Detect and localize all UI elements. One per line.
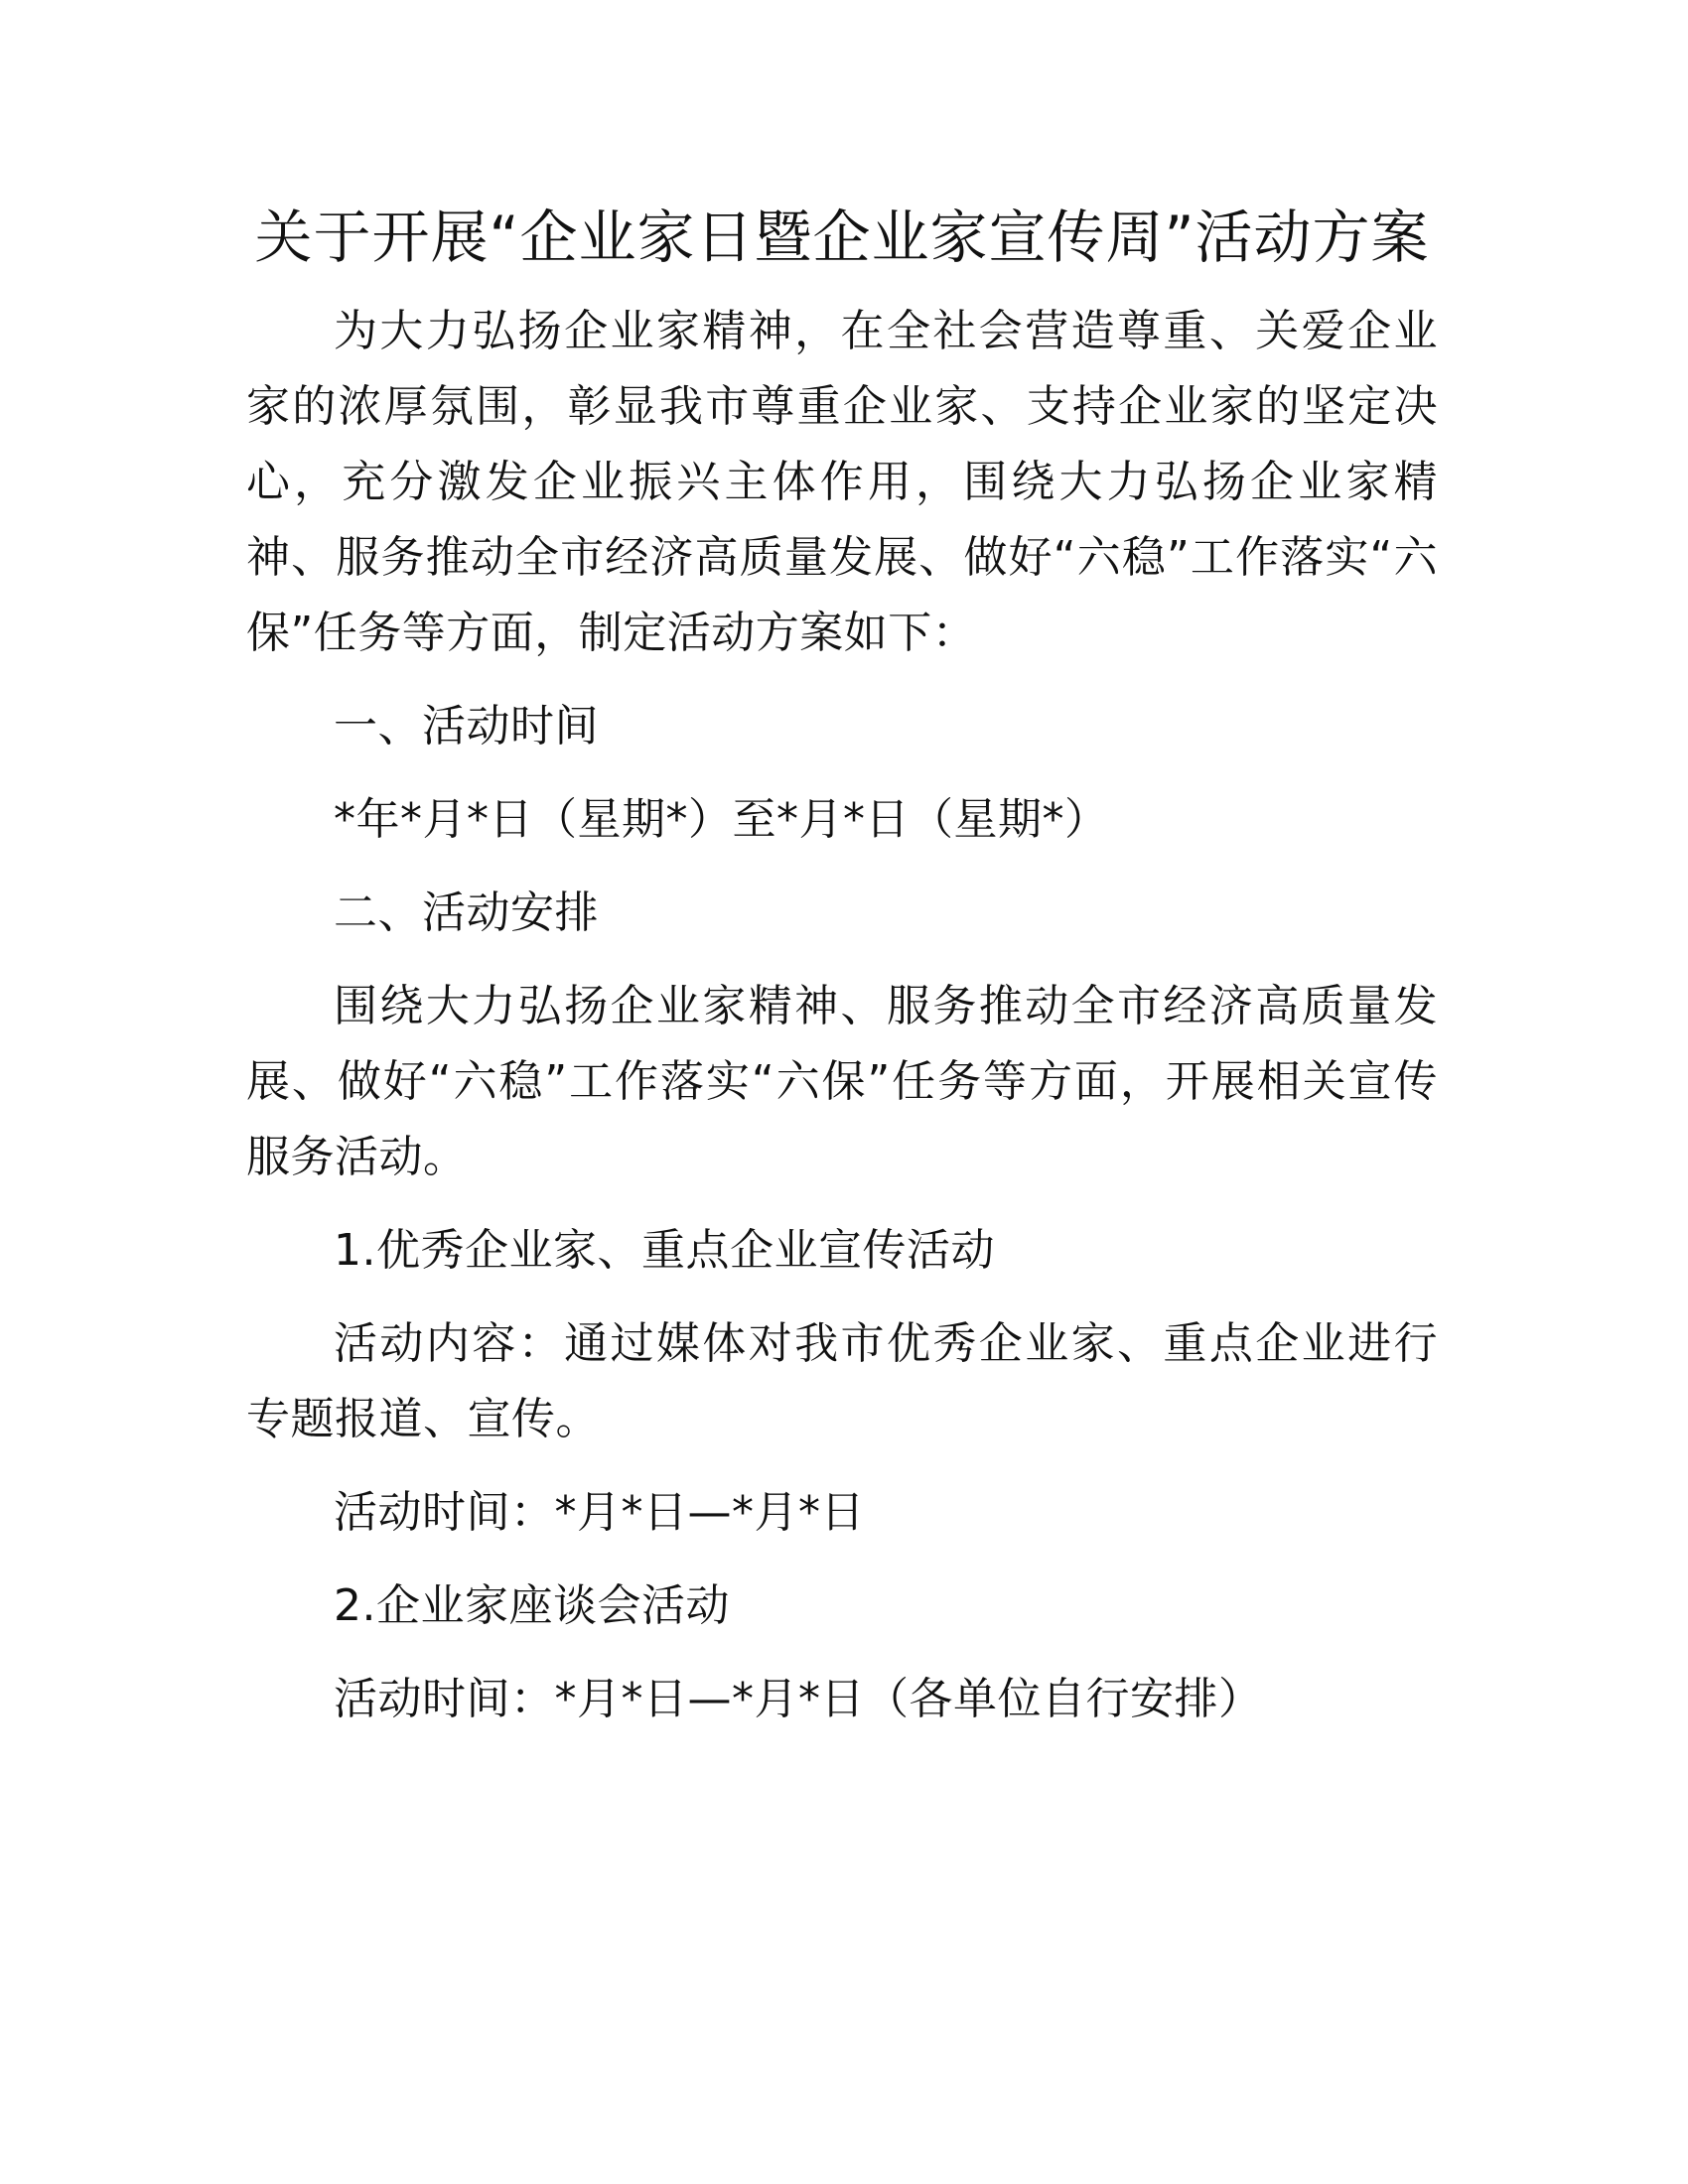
- document-body: [246, 199, 1438, 1737]
- intro-paragraph: 为大力弘扬企业家精神，在全社会营造尊重、关爱企业家的浓厚氛围，彰显我市尊重企业家、支持企业家的坚定决心，充分激发企业振兴主体作用，围绕大力弘扬企业家精神、服务推动全市经济高质量发展、做好“六稳”工作落实“六保”任务等方面，制定活动方案如下：: [246, 306, 1438, 658]
- arrangement-paragraph: 围绕大力弘扬企业家精神、服务推动全市经济高质量发展、做好“六稳”工作落实“六保”任务等方面，开展相关宣传服务活动。: [246, 981, 1438, 1182]
- section-heading-activity-time: 一、活动时间: [334, 701, 599, 751]
- document-title: 关于开展“企业家日暨企业家宣传周”活动方案: [254, 204, 1430, 271]
- item-1-content: 活动内容：通过媒体对我市优秀企业家、重点企业进行专题报道、宣传。: [246, 1318, 1438, 1444]
- section-heading-activity-arrangement: 二、活动安排: [334, 887, 599, 938]
- item-2-heading: 2.企业家座谈会活动: [334, 1580, 730, 1631]
- activity-time-range: *年*月*日（星期*）至*月*日（星期*）: [334, 794, 1109, 845]
- item-2-time: 活动时间：*月*日—*月*日（各单位自行安排）: [334, 1674, 1263, 1724]
- item-1-time: 活动时间：*月*日—*月*日: [334, 1487, 865, 1538]
- item-1-heading: 1.优秀企业家、重点企业宣传活动: [334, 1225, 995, 1276]
